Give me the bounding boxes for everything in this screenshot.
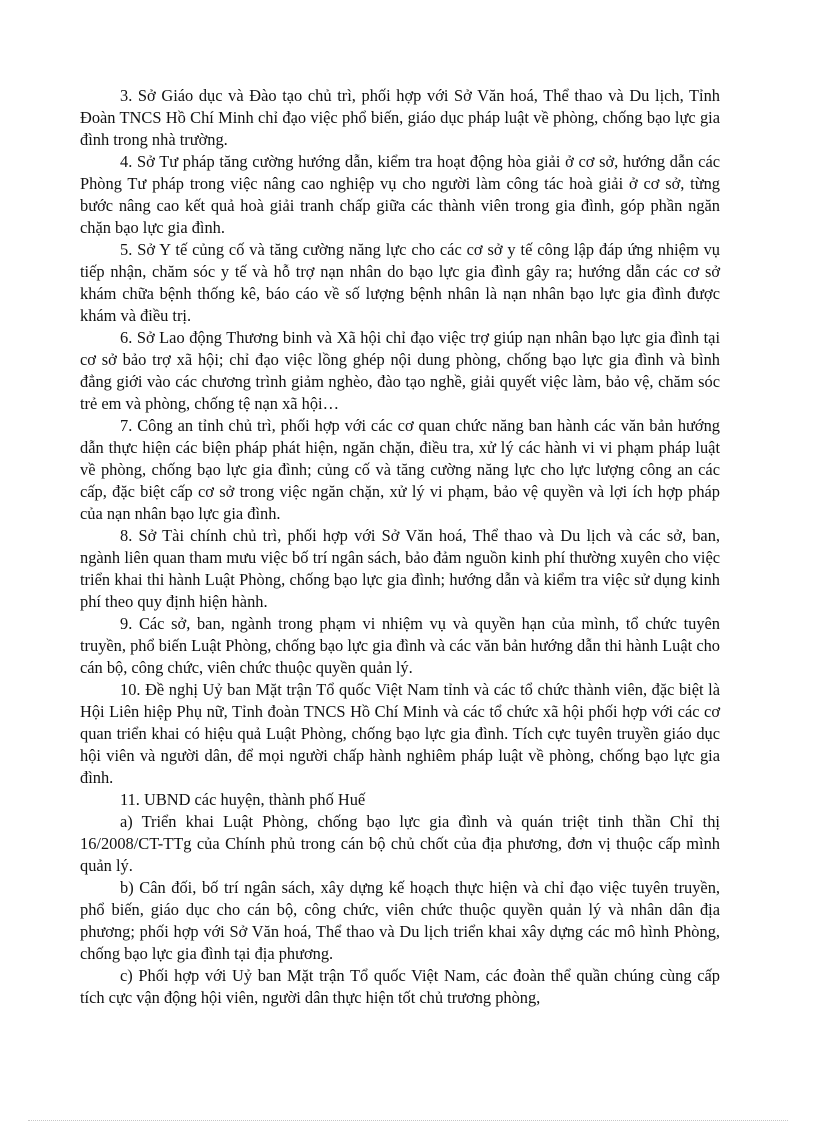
paragraph-item-7: 7. Công an tỉnh chủ trì, phối hợp với các cơ quan chức năng ban hành các văn bản hướng dẫn thực hiện các biện pháp phát hiện, ngăn chặn, điều tra, xử lý các hành vi vi phạm pháp luật về phòng, chống bạo lực gia đình; củng cố và tăng cường năng lực cho lực lượng công an các cấp, đặc biệt cấp cơ sở trong việc ngăn chặn, xử lý vi phạm, bảo vệ quyền và lợi ích hợp pháp của nạn nhân bạo lực gia đình. (80, 416, 720, 523)
paragraph-item-3: 3. Sở Giáo dục và Đào tạo chủ trì, phối hợp với Sở Văn hoá, Thể thao và Du lịch, Tỉnh Đoàn TNCS Hồ Chí Minh chỉ đạo việc phổ biến, giáo dục pháp luật về phòng, chống bạo lực gia đình trong nhà trường. (80, 86, 720, 149)
sub-item-b: b) Cân đối, bố trí ngân sách, xây dựng kế hoạch thực hiện và chỉ đạo việc tuyên truyền, phổ biến, giáo dục cho cán bộ, công chức, viên chức thuộc quyền quản lý và nhân dân địa phương; phối hợp với Sở Văn hoá, Thể thao và Du lịch triển khai xây dựng các mô hình Phòng, chống bạo lực gia đình tại địa phương. (80, 878, 720, 963)
paragraph-item-9: 9. Các sở, ban, ngành trong phạm vi nhiệm vụ và quyền hạn của mình, tổ chức tuyên truyền, phổ biến Luật Phòng, chống bạo lực gia đình và các văn bản hướng dẫn thi hành Luật cho cán bộ, công chức, viên chức thuộc quyền quản lý. (80, 614, 720, 677)
document-body (80, 85, 720, 1009)
paragraph-item-10: 10. Đề nghị Uỷ ban Mặt trận Tổ quốc Việt Nam tỉnh và các tổ chức thành viên, đặc biệt là Hội Liên hiệp Phụ nữ, Tỉnh đoàn TNCS Hồ Chí Minh và các tổ chức xã hội phối hợp với các cơ quan triển khai có hiệu quả Luật Phòng, chống bạo lực gia đình. Tích cực tuyên truyền giáo dục hội viên và người dân, để mọi người chấp hành nghiêm pháp luật về phòng, chống bạo lực gia đình. (80, 680, 720, 787)
sub-item-a: a) Triển khai Luật Phòng, chống bạo lực gia đình và quán triệt tinh thần Chỉ thị 16/2008/CT-TTg của Chính phủ trong cán bộ chủ chốt của địa phương, đơn vị thuộc cấp mình quản lý. (80, 812, 720, 875)
sub-item-c: c) Phối hợp với Uỷ ban Mặt trận Tổ quốc Việt Nam, các đoàn thể quần chúng cùng cấp tích cực vận động hội viên, người dân thực hiện tốt chủ trương phòng, (80, 966, 720, 1007)
paragraph-item-4: 4. Sở Tư pháp tăng cường hướng dẫn, kiểm tra hoạt động hòa giải ở cơ sở, hướng dẫn các Phòng Tư pháp trong việc nâng cao nghiệp vụ cho người làm công tác hoà giải ở cơ sở, từng bước nâng cao kết quả hoà giải tranh chấp giữa các thành viên trong gia đình, góp phần ngăn chặn bạo lực gia đình. (80, 152, 720, 237)
paragraph-item-8: 8. Sở Tài chính chủ trì, phối hợp với Sở Văn hoá, Thể thao và Du lịch và các sở, ban, ngành liên quan tham mưu việc bố trí ngân sách, bảo đảm nguồn kinh phí thường xuyên cho việc triển khai thi hành Luật Phòng, chống bạo lực gia đình; hướng dẫn và kiểm tra việc sử dụng kinh phí theo quy định hiện hành. (80, 526, 720, 611)
paragraph-item-6: 6. Sở Lao động Thương binh và Xã hội chỉ đạo việc trợ giúp nạn nhân bạo lực gia đình tại cơ sở bảo trợ xã hội; chỉ đạo việc lồng ghép nội dung phòng, chống bạo lực gia đình và bình đẳng giới vào các chương trình giảm nghèo, đào tạo nghề, giải quyết việc làm, bảo vệ, chăm sóc trẻ em và phòng, chống tệ nạn xã hội… (80, 328, 720, 413)
page-bottom-divider (28, 1120, 788, 1121)
paragraph-item-11-heading: 11. UBND các huyện, thành phố Huế (120, 790, 366, 809)
paragraph-item-5: 5. Sở Y tế củng cố và tăng cường năng lực cho các cơ sở y tế công lập đáp ứng nhiệm vụ tiếp nhận, chăm sóc y tế và hỗ trợ nạn nhân do bạo lực gia đình gây ra; hướng dẫn các cơ sở khám chữa bệnh thống kê, báo cáo về số lượng bệnh nhân là nạn nhân bạo lực gia đình được khám và điều trị. (80, 240, 720, 325)
